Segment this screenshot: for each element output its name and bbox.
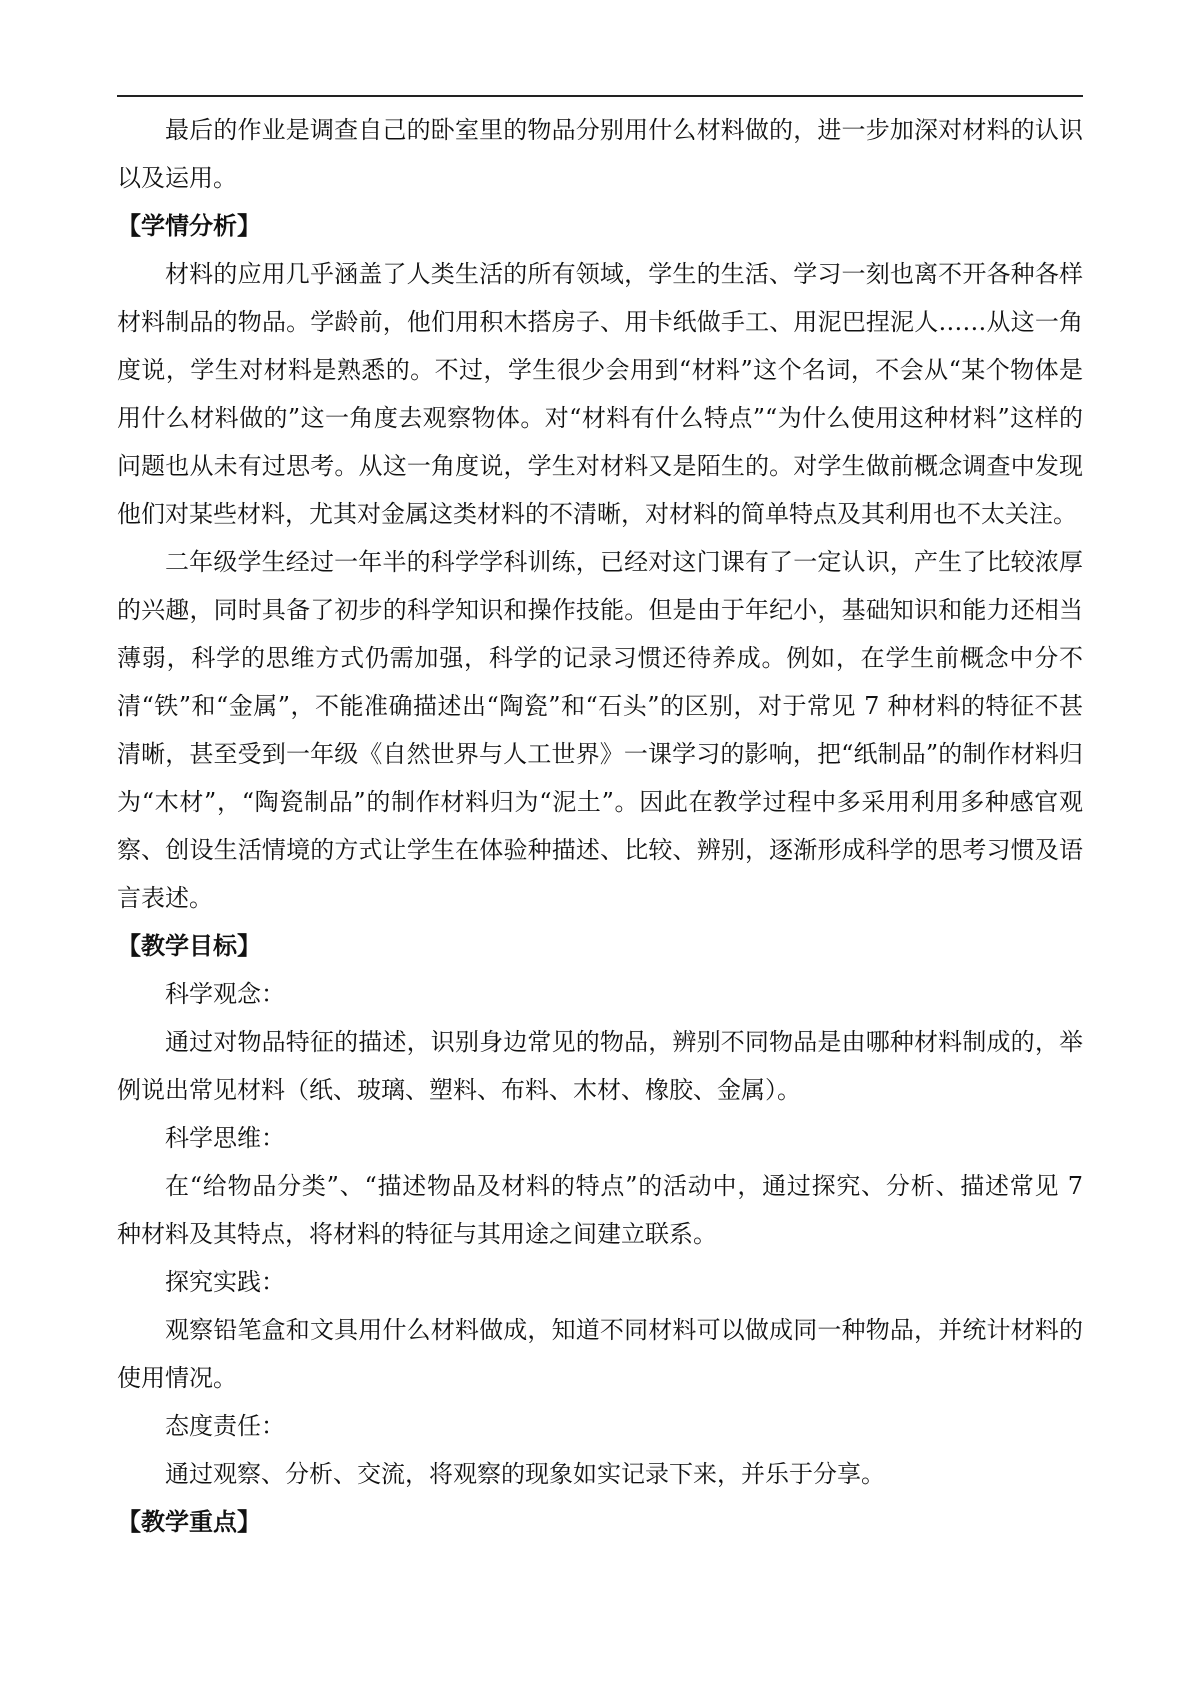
teaching-goals-heading: 【教学目标】 (117, 931, 261, 960)
header-rule (117, 95, 1083, 97)
attitude-label: 态度责任： (165, 1412, 285, 1440)
learning-analysis-paragraph-1: 材料的应用几乎涵盖了人类生活的所有领域，学生的生活、学习一刻也离不开各种各样材料制品的物品。学龄前，他们用积木搭房子、用卡纸做手工、用泥巴捏泥人……从这一角度说，学生对材料是熟悉的。不过，学生很少会用到“材料”这个名词，不会从“某个物体是用什么材料做的”这一角度去观察物体。对“材料有什么特点”“为什么使用这种材料”这样的问题也从未有过思考。从这一角度说，学生对材料又是陌生的。对学生做前概念调查中发现他们对某些材料，尤其对金属这类材料的不清晰，对材料的简单特点及其利用也不太关注。 (117, 260, 1083, 528)
science-thinking-text: 在“给物品分类”、“描述物品及材料的特点”的活动中，通过探究、分析、描述常见 7 种材料及其特点，将材料的特征与其用途之间建立联系。 (117, 1172, 1083, 1248)
learning-analysis-paragraph-2: 二年级学生经过一年半的科学学科训练，已经对这门课有了一定认识，产生了比较浓厚的兴趣，同时具备了初步的科学知识和操作技能。但是由于年纪小，基础知识和能力还相当薄弱，科学的思维方式仍需加强，科学的记录习惯还待养成。例如，在学生前概念中分不清“铁”和“金属”，不能准确描述出“陶瓷”和“石头”的区别，对于常见 7 种材料的特征不甚清晰，甚至受到一年级《自然世界与人工世界》一课学习的影响，把“纸制品”的制作材料归为“木材”，“陶瓷制品”的制作材料归为“泥土”。因此在教学过程中多采用利用多种感官观察、创设生活情境的方式让学生在体验种描述、比较、辨别，逐渐形成科学的思考习惯及语言表述。 (117, 548, 1083, 912)
inquiry-practice-label: 探究实践： (165, 1268, 285, 1296)
document-body (117, 106, 1083, 1546)
inquiry-practice-text: 观察铅笔盒和文具用什么材料做成，知道不同材料可以做成同一种物品，并统计材料的使用情况。 (117, 1316, 1083, 1392)
intro-paragraph: 最后的作业是调查自己的卧室里的物品分别用什么材料做的，进一步加深对材料的认识以及运用。 (117, 116, 1083, 192)
science-thinking-label: 科学思维： (165, 1124, 285, 1152)
learning-analysis-heading: 【学情分析】 (117, 211, 261, 240)
attitude-text: 通过观察、分析、交流，将观察的现象如实记录下来，并乐于分享。 (165, 1460, 885, 1488)
teaching-focus-heading: 【教学重点】 (117, 1507, 261, 1536)
science-concept-label: 科学观念： (165, 980, 285, 1008)
science-concept-text: 通过对物品特征的描述，识别身边常见的物品，辨别不同物品是由哪种材料制成的，举例说出常见材料（纸、玻璃、塑料、布料、木材、橡胶、金属）。 (117, 1028, 1083, 1104)
